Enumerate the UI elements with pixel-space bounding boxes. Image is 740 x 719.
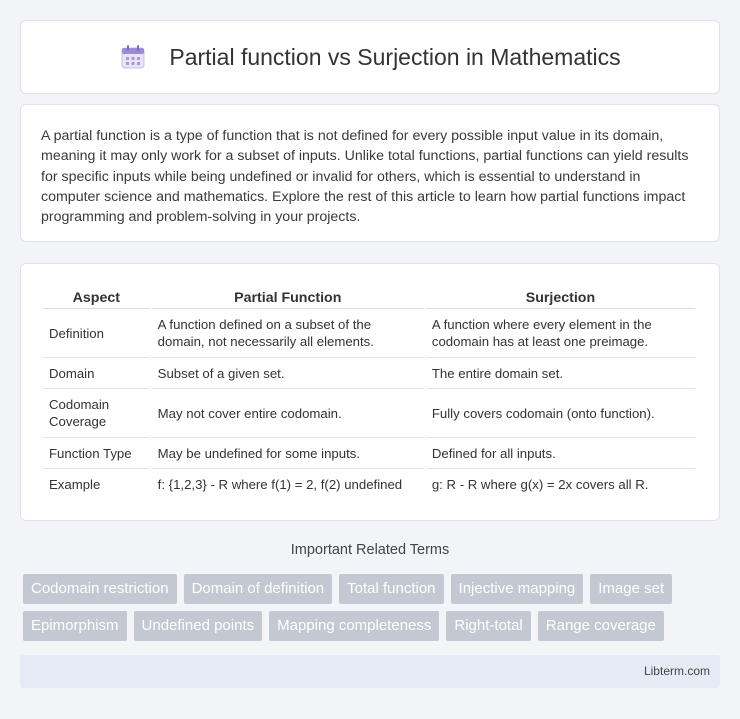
header-surjection: Surjection [426,284,695,309]
table-cell: Example [49,477,101,492]
footer-site-link[interactable]: Libterm.com [643,664,710,678]
table-cell: g: R - R where g(x) = 2x covers all R. [431,477,649,492]
table-cell: The entire domain set. [426,358,695,389]
comparison-table [41,284,697,500]
intro-card [20,104,720,242]
table-cell: Domain [43,358,150,389]
table-cell: f: {1,2,3} - R where f(1) = 2, f(2) undefined [157,477,403,492]
tag-range-coverage[interactable]: Range coverage [538,611,664,641]
tag-codomain-restriction[interactable]: Codomain restriction [23,574,177,604]
comparison-table-card [20,263,720,521]
tag-injective-mapping[interactable]: Injective mapping [451,574,584,604]
header-partial-function: Partial Function [152,284,424,309]
table-cell: Fully covers codomain (onto function). [426,389,695,438]
tag-total-function[interactable]: Total function [339,574,443,604]
table-row [43,469,695,500]
intro-text: A partial function is a type of function that is not defined for every possible input value in its domain, meaning it may only work for a subset of inputs. Unlike total functions, partial functions can yield results for specific inputs while being undefined or invalid for others, which is essential to understand in computer science and mathematics. Explore the rest of this article to learn how partial functions impact programming and problem-solving in your projects. [41,128,689,226]
table-cell: Defined for all inputs. [426,438,695,469]
header-aspect: Aspect [43,284,150,309]
related-terms-title: Important Related Terms [290,542,450,558]
table-cell: A function defined on a subset of the domain, not necessarily all elements. [152,309,424,358]
table-row [43,438,695,469]
tag-domain-of-definition[interactable]: Domain of definition [184,574,333,604]
table-cell: Subset of a given set. [152,358,424,389]
table-row [43,309,695,358]
table-cell: May not cover entire codomain. [152,389,424,438]
table-cell: Codomain Coverage [43,389,150,438]
table-header-row [43,284,695,309]
tag-image-set[interactable]: Image set [590,574,672,604]
related-terms-tags [23,574,723,648]
table-row [43,389,695,438]
tag-row [23,611,723,641]
footer [20,655,720,688]
table-cell: Definition [43,309,150,358]
tag-mapping-completeness[interactable]: Mapping completeness [269,611,439,641]
table-cell: May be undefined for some inputs. [152,438,424,469]
tag-epimorphism[interactable]: Epimorphism [23,611,127,641]
calendar-icon [119,43,147,71]
tag-right-total[interactable]: Right-total [446,611,530,641]
header-card [20,20,720,94]
table-row [43,358,695,389]
table-cell: Function Type [43,438,150,469]
tag-undefined-points[interactable]: Undefined points [134,611,263,641]
tag-row [23,574,723,604]
page-title: Partial function vs Surjection in Mathematics [169,43,621,70]
table-cell: A function where every element in the codomain has at least one preimage. [426,309,695,358]
